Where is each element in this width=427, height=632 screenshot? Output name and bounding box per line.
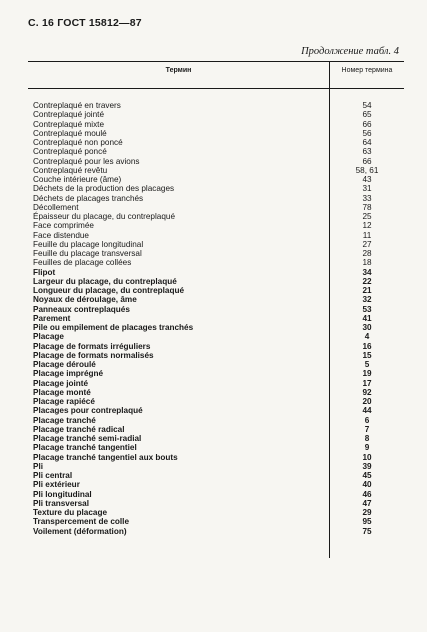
term-cell: Déchets de placages tranchés	[33, 193, 144, 203]
term-cell: Placage	[33, 332, 64, 342]
table-row	[0, 157, 427, 166]
term-number-cell: 9	[364, 443, 370, 453]
term-number-cell: 20	[362, 397, 372, 406]
term-cell: Placage tranché tangentiel aux bouts	[33, 452, 178, 462]
term-cell: Déchets de la production des placages	[33, 184, 175, 194]
term-number-cell: 8	[364, 434, 370, 443]
term-number-cell: 18	[362, 258, 372, 268]
term-number-cell: 21	[362, 286, 372, 295]
term-cell: Placage tranché semi-radial	[33, 434, 142, 443]
term-number-cell: 29	[362, 508, 372, 517]
term-number-cell: 5	[364, 360, 370, 369]
table-row	[0, 443, 427, 452]
term-number-cell: 44	[362, 406, 372, 416]
table-row	[0, 249, 427, 258]
term-cell: Pli extérieur	[33, 480, 80, 490]
table-row	[0, 221, 427, 230]
table-row	[0, 147, 427, 156]
term-cell: Contreplaqué poncé	[33, 147, 107, 157]
table-row	[0, 212, 427, 221]
term-number-cell: 25	[362, 212, 372, 221]
table-row	[0, 462, 427, 471]
term-cell: Placage rapiécé	[33, 397, 95, 406]
table-row	[0, 268, 427, 277]
table-row	[0, 369, 427, 378]
term-number-cell: 27	[362, 239, 372, 249]
table-row	[0, 416, 427, 425]
term-number-cell: 54	[362, 101, 372, 110]
table-row	[0, 231, 427, 240]
term-cell: Noyaux de déroulage, âme	[33, 295, 137, 305]
table-row	[0, 490, 427, 499]
table-row	[0, 175, 427, 184]
term-cell: Placage imprégné	[33, 369, 104, 379]
term-number-cell: 66	[362, 119, 372, 129]
term-number-cell: 11	[362, 230, 372, 240]
term-cell: Pli central	[33, 471, 73, 480]
term-cell: Contreplaqué mixte	[33, 119, 104, 129]
term-cell: Voilement (déformation)	[33, 526, 127, 536]
table-row	[0, 517, 427, 526]
table-row	[0, 314, 427, 323]
term-cell: Pile ou empilement de placages tranchés	[33, 323, 194, 332]
table-row	[0, 166, 427, 175]
term-cell: Pli longitudinal	[33, 489, 92, 499]
term-number-cell: 22	[362, 276, 372, 286]
term-cell: Placage tranché tangentiel	[33, 443, 137, 453]
term-cell: Contreplaqué moulé	[33, 128, 107, 138]
term-number-cell: 6	[364, 415, 370, 425]
term-cell: Feuille du placage longitudinal	[33, 239, 144, 249]
table-row	[0, 286, 427, 295]
column-header-number: Номер термина	[341, 67, 393, 74]
table-row	[0, 194, 427, 203]
table-row	[0, 406, 427, 415]
page-header: С. 16 ГОСТ 15812—87	[28, 17, 142, 29]
term-cell: Décollement	[33, 202, 79, 212]
term-cell: Placage monté	[33, 387, 91, 397]
term-number-cell: 15	[362, 350, 372, 360]
table-row	[0, 388, 427, 397]
term-cell: Flipot	[33, 267, 56, 277]
term-number-cell: 10	[362, 452, 372, 462]
term-number-cell: 28	[362, 249, 372, 258]
term-number-cell: 7	[364, 424, 370, 434]
term-cell: Placage déroulé	[33, 360, 96, 369]
term-cell: Placage tranché radical	[33, 424, 125, 434]
term-number-cell: 30	[362, 323, 372, 332]
table-row	[0, 351, 427, 360]
term-number-cell: 64	[362, 138, 372, 147]
term-cell: Longueur du placage, du contreplaqué	[33, 286, 185, 295]
term-cell: Placage jointé	[33, 378, 89, 388]
table-row	[0, 277, 427, 286]
table-top-rule	[28, 61, 404, 62]
term-number-cell: 17	[362, 378, 372, 388]
table-row	[0, 499, 427, 508]
term-cell: Face comprimée	[33, 221, 94, 231]
term-number-cell: 46	[362, 489, 372, 499]
term-number-cell: 63	[362, 147, 372, 157]
table-row	[0, 120, 427, 129]
term-cell: Contreplaqué pour les avions	[33, 156, 140, 166]
term-cell: Parement	[33, 313, 71, 323]
term-cell: Pli	[33, 461, 44, 471]
table-row	[0, 397, 427, 406]
term-cell: Texture du placage	[33, 508, 108, 517]
term-number-cell: 41	[362, 313, 372, 323]
table-row	[0, 323, 427, 332]
table-row	[0, 240, 427, 249]
term-cell: Épaisseur du placage, du contreplaqué	[33, 212, 176, 221]
table-body	[0, 101, 427, 536]
table-row	[0, 425, 427, 434]
term-number-cell: 16	[362, 341, 372, 351]
table-row	[0, 110, 427, 119]
term-cell: Placages pour contreplaqué	[33, 406, 143, 416]
term-number-cell: 78	[362, 202, 372, 212]
term-number-cell: 58, 61	[355, 165, 379, 175]
term-number-cell: 92	[362, 387, 372, 397]
term-cell: Feuille du placage transversal	[33, 249, 142, 258]
term-cell: Contreplaqué revêtu	[33, 165, 108, 175]
term-number-cell: 31	[362, 184, 372, 194]
table-row	[0, 360, 427, 369]
term-cell: Contreplaqué non poncé	[33, 138, 123, 147]
term-number-cell: 75	[362, 526, 372, 536]
table-row	[0, 184, 427, 193]
table-row	[0, 480, 427, 489]
term-cell: Pli transversal	[33, 498, 89, 508]
table-row	[0, 453, 427, 462]
table-row	[0, 379, 427, 388]
header-column-divider	[329, 61, 330, 88]
table-row	[0, 258, 427, 267]
term-cell: Transpercement de colle	[33, 517, 130, 527]
term-number-cell: 56	[362, 128, 372, 138]
term-number-cell: 95	[362, 517, 372, 527]
term-cell: Couche intérieure (âme)	[33, 175, 122, 184]
term-number-cell: 12	[362, 221, 372, 231]
term-cell: Placage tranché	[33, 415, 96, 425]
term-number-cell: 34	[362, 267, 372, 277]
term-cell: Contreplaqué en travers	[33, 101, 121, 110]
term-number-cell: 65	[362, 110, 372, 120]
term-number-cell: 33	[362, 193, 372, 203]
term-number-cell: 45	[362, 471, 372, 480]
table-row	[0, 305, 427, 314]
table-row	[0, 527, 427, 536]
term-cell: Largeur du placage, du contreplaqué	[33, 276, 177, 286]
term-cell: Face distendue	[33, 230, 89, 240]
table-row	[0, 295, 427, 304]
term-number-cell: 39	[362, 461, 372, 471]
table-row	[0, 203, 427, 212]
table-continuation-caption: Продолжение табл. 4	[301, 46, 399, 57]
table-row	[0, 101, 427, 110]
table-row	[0, 434, 427, 443]
term-cell: Panneaux contreplaqués	[33, 304, 130, 314]
term-number-cell: 4	[364, 332, 370, 342]
term-cell: Placage de formats irréguliers	[33, 341, 151, 351]
term-number-cell: 19	[362, 369, 372, 379]
term-number-cell: 32	[362, 295, 372, 305]
table-row	[0, 138, 427, 147]
table-header-rule	[28, 88, 404, 89]
table-row	[0, 471, 427, 480]
term-number-cell: 43	[362, 175, 372, 184]
term-cell: Feuilles de placage collées	[33, 258, 132, 268]
term-number-cell: 66	[362, 156, 372, 166]
term-number-cell: 47	[362, 498, 372, 508]
term-cell: Placage de formats normalisés	[33, 350, 154, 360]
table-row	[0, 129, 427, 138]
term-number-cell: 53	[362, 304, 372, 314]
table-row	[0, 342, 427, 351]
term-number-cell: 40	[362, 480, 372, 490]
table-row	[0, 332, 427, 341]
column-header-term: Термин	[165, 67, 192, 74]
table-row	[0, 508, 427, 517]
term-cell: Contreplaqué jointé	[33, 110, 105, 120]
